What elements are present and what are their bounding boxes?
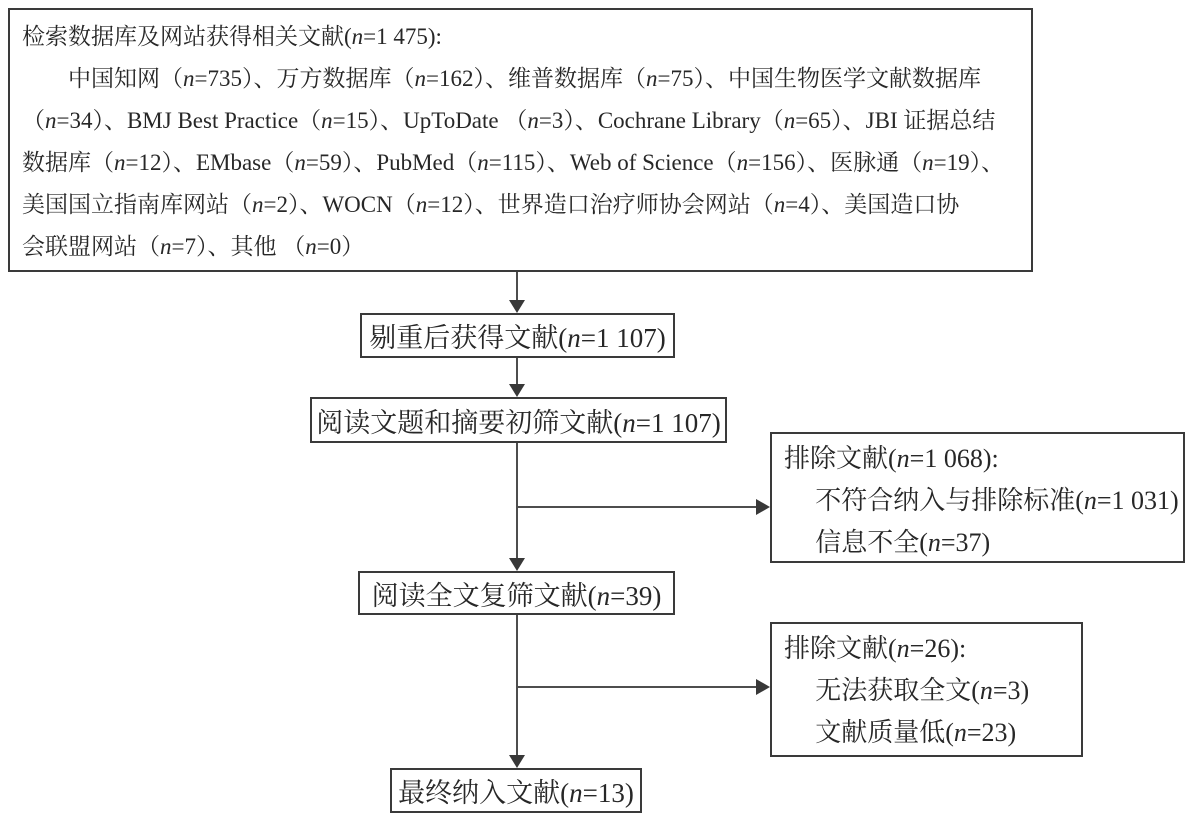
initial-screening-box — [310, 397, 727, 443]
excluded-line: 排除文献(n=26): — [784, 634, 967, 663]
fulltext-screening-box — [358, 571, 675, 615]
connector-initial-to-fulltext — [516, 443, 518, 560]
identification-line: 美国国立指南库网站（n=2）、WOCN（n=12）、世界造口治疗师协会网站（n=4）、美国造口协 — [22, 192, 960, 217]
identification-line: 数据库（n=12）、EMbase（n=59）、PubMed（n=115）、Web of Science（n=156）、医脉通（n=19）、 — [22, 150, 1005, 175]
arrowhead-down-icon — [509, 300, 525, 313]
arrowhead-right-icon — [756, 679, 770, 695]
excluded-line: 信息不全(n=37) — [815, 528, 991, 557]
box-label: 剔重后获得文献(n=1 107) — [369, 323, 666, 353]
arrowhead-down-icon — [509, 384, 525, 397]
excluded-line: 文献质量低(n=23) — [815, 718, 1017, 747]
connector-identification-to-dedup — [516, 272, 518, 302]
excluded-line: 无法获取全文(n=3) — [815, 676, 1030, 705]
branch-excluded-fulltext — [516, 686, 756, 688]
excluded-initial-box — [770, 432, 1185, 563]
branch-excluded-initial — [516, 506, 756, 508]
identification-line: 中国知网（n=735）、万方数据库（n=162）、维普数据库（n=75）、中国生物医学文献数据库 — [68, 66, 981, 91]
excluded-line: 排除文献(n=1 068): — [784, 444, 999, 473]
connector-dedup-to-initial — [516, 358, 518, 386]
arrowhead-right-icon — [756, 499, 770, 515]
box-label: 阅读全文复筛文献(n=39) — [371, 580, 662, 611]
excluded-fulltext-box — [770, 622, 1083, 757]
included-box — [390, 768, 642, 813]
arrowhead-down-icon — [509, 755, 525, 768]
deduplication-box — [360, 313, 675, 358]
box-label: 阅读文题和摘要初筛文献(n=1 107) — [316, 407, 721, 438]
identification-line: 会联盟网站（n=7）、其他 （n=0） — [22, 234, 365, 259]
identification-line: （n=34）、BMJ Best Practice（n=15）、UpToDate （n=3）、Cochrane Library（n=65）、JBI 证据总结 — [22, 108, 996, 133]
identification-line: 检索数据库及网站获得相关文献(n=1 475): — [22, 24, 442, 49]
identification-box — [8, 8, 1033, 272]
box-label: 最终纳入文献(n=13) — [398, 778, 634, 808]
excluded-line: 不符合纳入与排除标准(n=1 031) — [815, 486, 1179, 515]
arrowhead-down-icon — [509, 558, 525, 571]
